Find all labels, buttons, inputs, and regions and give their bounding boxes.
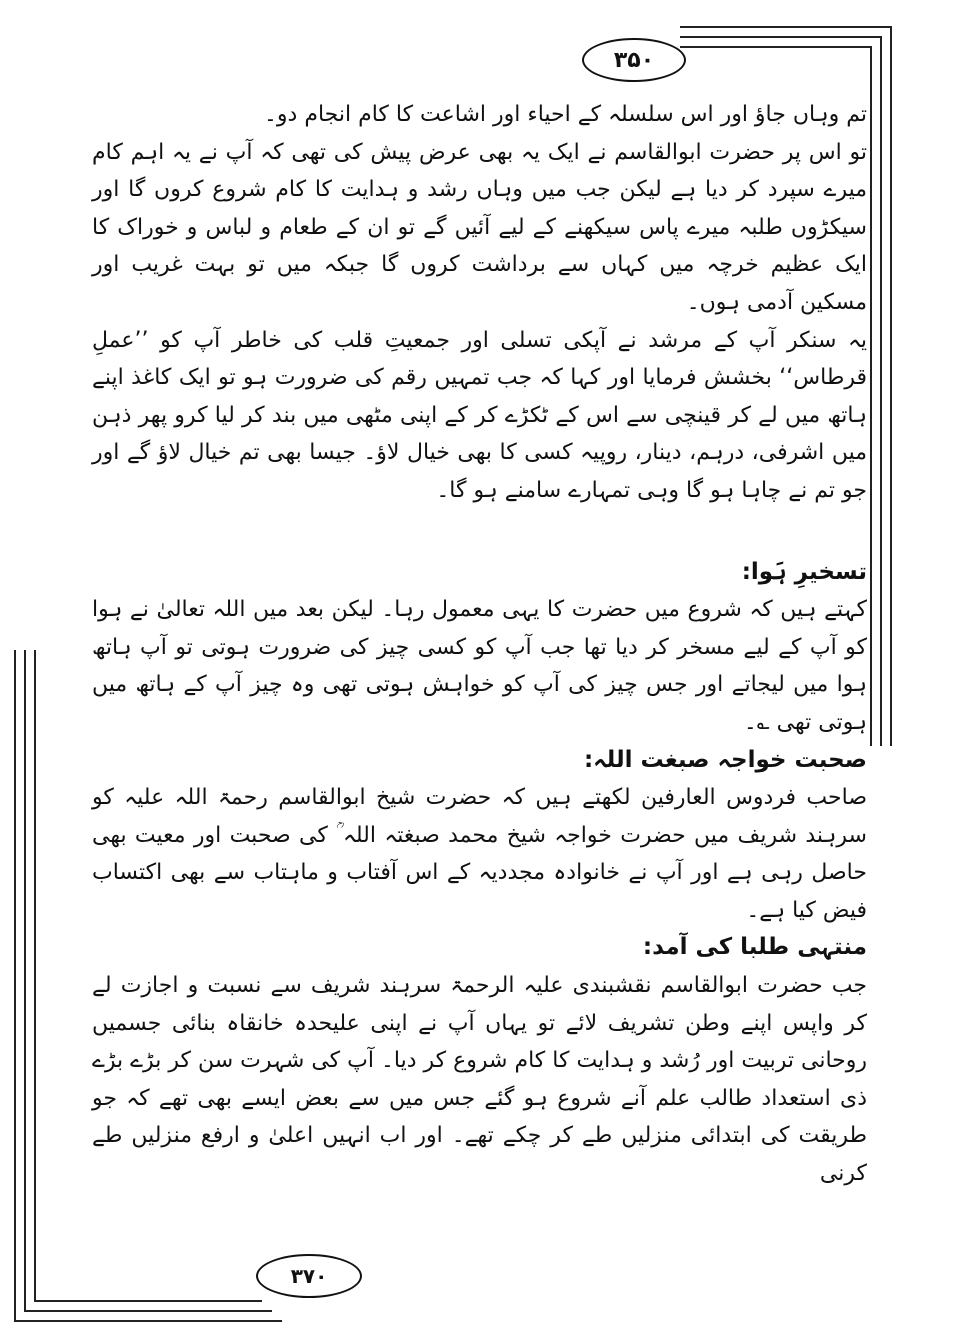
paragraph-suhbat-khwaja: صاحب فردوس العارفین لکھتے ہیں کہ حضرت شیخ ابوالقاسم رحمۃ اللہ علیہ کو سرہند شریف میں حضرت خواجہ شیخ محمد صبغتہ اللہ ؒ کی صحبت اور معیت بھی حاصل رہی ہے اور آپ نے خانوادہ مجددیہ کے اس آفتاب و ماہتاب سے بھی اکتساب فیض کیا ہے۔ xyxy=(92,785,867,923)
frame-line-right-outer xyxy=(890,26,892,746)
frame-line-right-inner2 xyxy=(870,46,872,746)
frame-line-bottom-inner2 xyxy=(34,1300,262,1302)
heading-muntahi-talaba: منتہی طلبا کی آمد: xyxy=(642,934,867,961)
paragraph-request: تو اس پر حضرت ابوالقاسم نے ایک یہ بھی عرض پیش کی تھی کہ آپ نے یہ اہم کام میرے سپرد کر دیا ہے لیکن جب میں وہاں رشد و ہدایت کا کام شروع کروں گا اور سیکڑوں طلبہ میرے پاس سیکھنے کے لیے آئیں گے تو ان کے طعام و لباس و خوراک کا ایک عظیم خرچہ میں کہاں سے برداشت کروں گا جبکہ میں تو بہت غریب اور مسکین آدمی ہوں۔ xyxy=(92,139,867,315)
frame-line-bottom-outer xyxy=(14,1320,282,1322)
frame-line-left-inner xyxy=(24,650,26,1312)
paragraph-muntahi-talaba: جب حضرت ابوالقاسم نقشبندی علیہ الرحمۃ سرہند شریف سے نسبت و اجازت لے کر واپس اپنے وطن تشریف لائے تو یہاں آپ نے اپنی علیحدہ خانقاہ بنائی جسمیں روحانی تربیت اور رُشد و ہدایت کا کام شروع کر دیا۔ آپ کی شہرت سن کر بڑے بڑے ذی استعداد طالب علم آنے شروع ہو گئے جس میں سے بعض ایسے بھی تھے کہ جو طریقت کی ابتدائی منزلیں طے کر چکے تھے۔ اور اب انہیں اعلیٰ و ارفع منزلیں طے کرنی xyxy=(92,973,867,1187)
heading-suhbat-khwaja: صحبت خواجہ صبغت اللہ: xyxy=(583,746,867,773)
paragraph-amal-qirtas: یہ سنکر آپ کے مرشد نے آپکی تسلی اور جمعیتِ قلب کی خاطر آپ کو ’’عملِ قرطاس‘‘ بخشش فرمایا اور کہا کہ جب تمہیں رقم کی ضرورت ہو تو ایک کاغذ اپنے ہاتھ میں لے کر قینچی سے اس کے ٹکڑے کر کے اپنی مٹھی میں بند کر لیا کرو پھر ذہن میں اشرفی، درہم، دینار، روپیہ کسی کا بھی خیال لاؤ۔ جیسا بھی تم خیال لاؤ گے اور جو تم نے چاہا ہو گا وہی تمہارے سامنے ہو گا۔ xyxy=(92,327,867,503)
frame-line-top-outer xyxy=(680,26,892,28)
frame-line-top-inner xyxy=(680,36,882,38)
paragraph-intro: تم وہاں جاؤ اور اس سلسلہ کے احیاء اور اشاعت کا کام انجام دو۔ xyxy=(264,102,867,127)
frame-line-left-inner2 xyxy=(34,650,36,1302)
section-gap xyxy=(92,510,867,554)
page-number-bottom-text: ۳۷۰ xyxy=(290,1264,328,1288)
frame-line-bottom-inner xyxy=(24,1310,272,1312)
page-number-top xyxy=(582,38,686,82)
page-number-bottom xyxy=(256,1254,362,1298)
document-body xyxy=(92,96,867,1193)
frame-line-top-inner2 xyxy=(680,46,872,48)
frame-line-left-outer xyxy=(14,650,16,1322)
page-number-top-text: ۳۵۰ xyxy=(613,47,655,73)
frame-line-right-inner xyxy=(880,36,882,746)
heading-taskheer-hawa: تسخیرِ ہَوا: xyxy=(741,558,867,585)
paragraph-taskheer-hawa: کہتے ہیں کہ شروع میں حضرت کا یہی معمول رہا۔ لیکن بعد میں اللہ تعالیٰ نے ہوا کو آپ کے لیے مسخر کر دیا تھا جب آپ کو کسی چیز کی ضرورت ہوتی تو آپ ہاتھ ہوا میں لیجاتے اور جس چیز کی آپ کو خواہش ہوتی تھی وہ چیز آپ کے ہاتھ میں ہوتی تھی ؎۔ xyxy=(92,597,867,735)
